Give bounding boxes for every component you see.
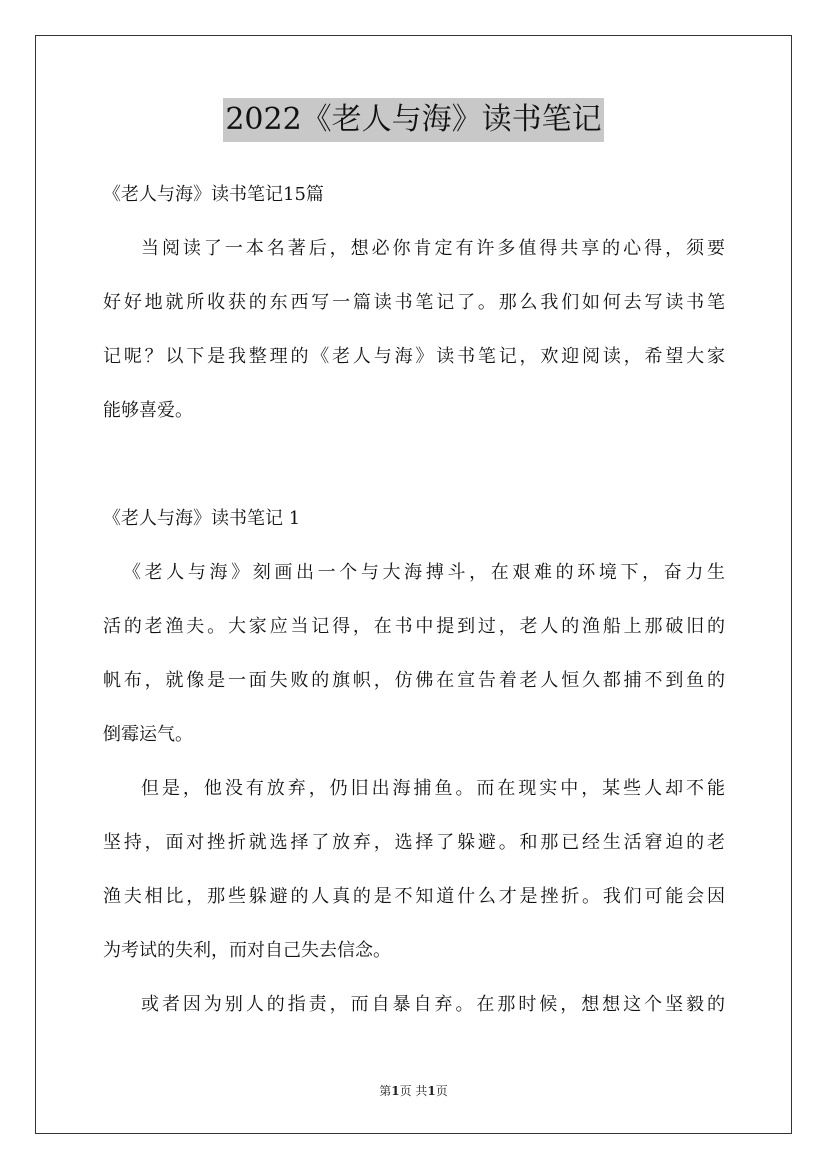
section-heading: 《老人与海》读书笔记 1 [103, 508, 301, 529]
section-line-8: 为考试的失利，而对自己失去信念。 [103, 940, 391, 961]
section-line-2: 活的老渔夫。大家应当记得，在书中提到过，老人的渔船上那破旧的 [103, 616, 725, 637]
section-line-7: 渔夫相比，那些躲避的人真的是不知道什么才是挫折。我们可能会因 [103, 886, 725, 907]
section-line-9: 或者因为别人的指责，而自暴自弃。在那时候，想想这个坚毅的 [141, 994, 725, 1015]
section-line-6: 坚持，面对挫折就选择了放弃，选择了躲避。和那已经生活窘迫的老 [103, 832, 725, 853]
document-title: 2022《老人与海》读书笔记 [223, 98, 603, 142]
page-footer [0, 1083, 827, 1099]
footer-page-total: 1 [427, 1084, 436, 1098]
title-container [0, 98, 827, 142]
footer-page-prefix: 第 [379, 1084, 392, 1098]
section-line-5: 但是，他没有放弃，仍旧出海捕鱼。而在现实中，某些人却不能 [141, 778, 725, 799]
section-line-3: 帆布，就像是一面失败的旗帜，仿佛在宣告着老人恒久都捕不到鱼的 [103, 670, 725, 691]
section-line-1: 《老人与海》刻画出一个与大海搏斗，在艰难的环境下，奋力生 [123, 562, 725, 583]
intro-line-1: 当阅读了一本名著后，想必你肯定有许多值得共享的心得，须要 [141, 238, 725, 259]
footer-page-mid: 页 共 [399, 1084, 428, 1098]
document-subtitle: 《老人与海》读书笔记15篇 [103, 184, 324, 205]
section-line-4: 倒霉运气。 [103, 724, 193, 745]
intro-line-2: 好好地就所收获的东西写一篇读书笔记了。那么我们如何去写读书笔 [103, 292, 725, 313]
footer-page-suffix: 页 [435, 1084, 448, 1098]
footer-page-number: 1 [391, 1084, 400, 1098]
intro-line-4: 能够喜爱。 [103, 400, 193, 421]
intro-line-3: 记呢？以下是我整理的《老人与海》读书笔记，欢迎阅读，希望大家 [103, 346, 725, 367]
